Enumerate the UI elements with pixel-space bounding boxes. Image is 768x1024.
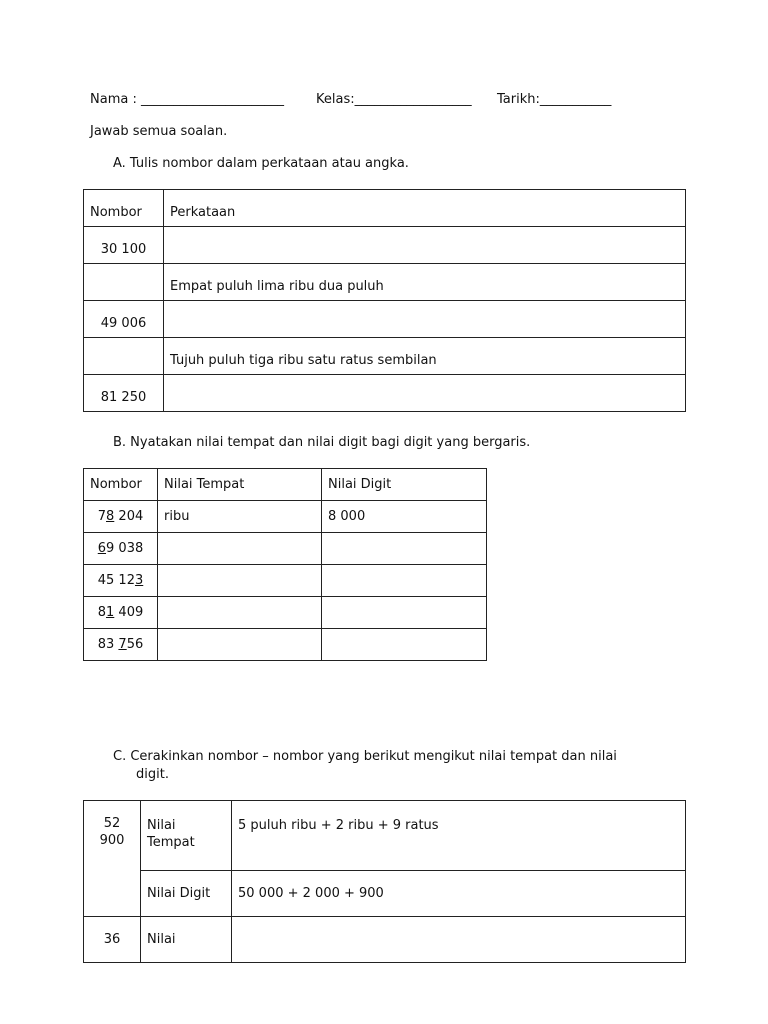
section-b-title: B. Nyatakan nilai tempat dan nilai digit bagi digit yang bergaris.: [113, 435, 531, 450]
table-header-row: [84, 469, 487, 501]
table-row: [84, 501, 487, 533]
header-nombor: Nombor: [84, 469, 158, 501]
section-a-title: A. Tulis nombor dalam perkataan atau angka.: [113, 156, 409, 171]
perkataan-cell: Empat puluh lima ribu dua puluh: [164, 264, 686, 301]
nilai-digit-cell: [322, 597, 487, 629]
table-row: [84, 375, 686, 412]
nombor-cell: [84, 338, 164, 375]
table-row: [84, 871, 686, 917]
number-part: 83: [97, 637, 119, 652]
label-cell: Nilai: [141, 917, 232, 963]
nombor-cell: [84, 597, 158, 629]
table-row: [84, 597, 487, 629]
instruction: Jawab semua soalan.: [90, 124, 228, 139]
number-part: 204: [114, 509, 144, 524]
nombor-cell: [84, 501, 158, 533]
underlined-digit: 6: [97, 541, 107, 556]
nilai-tempat-cell: [158, 533, 322, 565]
perkataan-cell: [164, 227, 686, 264]
nilai-tempat-cell: [158, 597, 322, 629]
perkataan-cell: [164, 301, 686, 338]
number-part: 409: [114, 605, 144, 620]
header-nombor: Nombor: [84, 190, 164, 227]
table-row: [84, 533, 487, 565]
section-b-table: [83, 468, 487, 661]
nilai-tempat-cell: ribu: [158, 501, 322, 533]
nombor-cell: [84, 565, 158, 597]
underlined-digit: 1: [106, 605, 115, 620]
number-cell: 52 900: [84, 801, 141, 917]
number-cell: 36: [84, 917, 141, 963]
section-c-title: C. Cerakinkan nombor – nombor yang berikut mengikut nilai tempat dan nilai: [113, 749, 617, 764]
label-cell: Nilai Digit: [141, 871, 232, 917]
table-row: [84, 801, 686, 871]
section-c-table: [83, 800, 686, 963]
section-a-table: [83, 189, 686, 412]
table-row: [84, 338, 686, 375]
nilai-tempat-cell: [158, 565, 322, 597]
table-header-row: [84, 190, 686, 227]
nombor-cell: 81 250: [84, 375, 164, 412]
nama-field: Nama : ______________________: [90, 92, 284, 107]
number-part: 56: [126, 637, 144, 652]
table-row: [84, 629, 487, 661]
table-row: [84, 301, 686, 338]
table-row: [84, 917, 686, 963]
nilai-digit-cell: [322, 565, 487, 597]
number-part: 8: [97, 605, 107, 620]
number-part: 9 038: [106, 541, 144, 556]
header-perkataan: Perkataan: [164, 190, 686, 227]
nilai-digit-cell: [322, 629, 487, 661]
kelas-field: Kelas:__________________: [316, 92, 472, 107]
perkataan-cell: Tujuh puluh tiga ribu satu ratus sembilan: [164, 338, 686, 375]
header-nilai-digit: Nilai Digit: [322, 469, 487, 501]
value-cell: 5 puluh ribu + 2 ribu + 9 ratus: [232, 801, 686, 871]
underlined-digit: 3: [134, 573, 144, 588]
underlined-digit: 7: [118, 637, 127, 652]
table-row: [84, 264, 686, 301]
number-part: 7: [97, 509, 107, 524]
underlined-digit: 8: [106, 509, 115, 524]
nombor-cell: [84, 533, 158, 565]
value-cell: 50 000 + 2 000 + 900: [232, 871, 686, 917]
value-cell: [232, 917, 686, 963]
nilai-digit-cell: [322, 533, 487, 565]
table-row: [84, 565, 487, 597]
label-cell: Nilai Tempat: [141, 801, 232, 871]
number-part: 45 12: [97, 573, 135, 588]
table-row: [84, 227, 686, 264]
tarikh-field: Tarikh:___________: [497, 92, 612, 107]
perkataan-cell: [164, 375, 686, 412]
nilai-digit-cell: 8 000: [322, 501, 487, 533]
nombor-cell: 30 100: [84, 227, 164, 264]
header-nilai-tempat: Nilai Tempat: [158, 469, 322, 501]
section-c-title-cont: digit.: [136, 767, 169, 782]
nombor-cell: 49 006: [84, 301, 164, 338]
nombor-cell: [84, 264, 164, 301]
nombor-cell: [84, 629, 158, 661]
nilai-tempat-cell: [158, 629, 322, 661]
